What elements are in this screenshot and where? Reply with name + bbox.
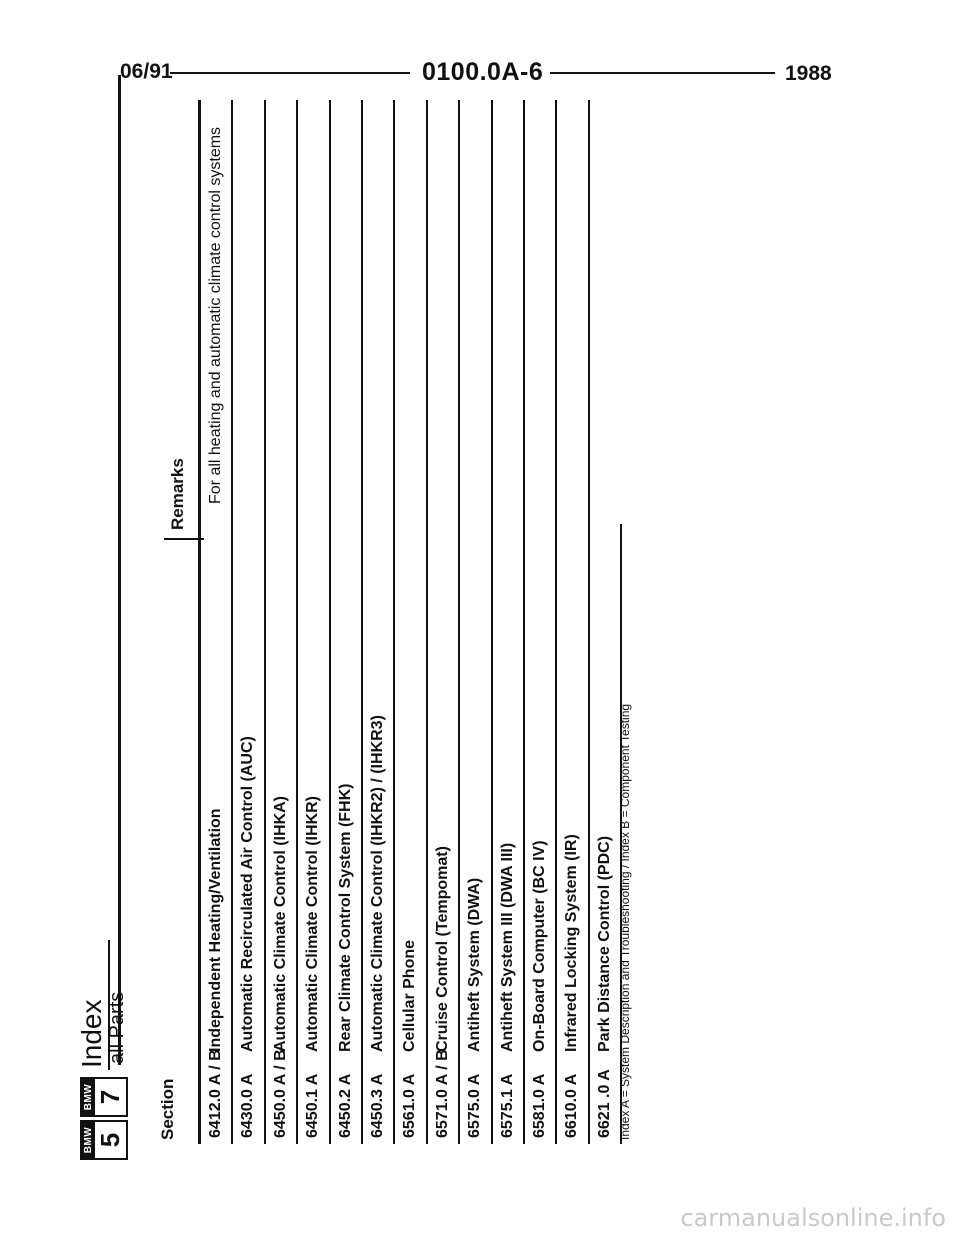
badge-brand: BMW (82, 1122, 95, 1158)
header-document-code: 0100.0A-6 (422, 58, 544, 86)
table-row (525, 100, 557, 1144)
row-system-name: Automatic Recirculated Air Control (AUC) (239, 736, 257, 1052)
table-row (331, 100, 363, 1144)
bmw-7-badge (80, 1077, 128, 1117)
badge-series: 7 (95, 1089, 125, 1105)
table-row (201, 100, 233, 1144)
row-system-name: Antiheft System (DWA) (466, 877, 484, 1052)
table-row (363, 100, 395, 1144)
row-section-number: 6621 .0 A (595, 1069, 613, 1138)
table-row (493, 100, 525, 1144)
footnote: Index A = System Description and Troubleshooting / Index B = Component Testing (618, 703, 632, 1140)
row-system-name: Rear Climate Control System (FHK) (336, 783, 354, 1052)
watermark: carmanualsonline.info (680, 1204, 946, 1232)
row-section-number: 6430.0 A (239, 1073, 257, 1138)
table-row (233, 100, 265, 1144)
bmw-5-badge (80, 1120, 128, 1160)
row-section-number: 6412.0 A / B (207, 1049, 224, 1138)
row-system-name: On-Board Computer (BC IV) (530, 840, 548, 1052)
table-row (460, 100, 492, 1144)
row-section-number: 6571.0 A / B (433, 1049, 451, 1138)
index-table (198, 100, 622, 1144)
bmw-series-logo (80, 1077, 128, 1160)
table-row (428, 100, 460, 1144)
row-system-name: Automatic Climate Control (IHKR) (304, 796, 322, 1052)
row-system-name: Antiheft System III (DWA III) (498, 842, 516, 1052)
page-subtitle: all Parts (106, 991, 128, 1064)
rotated-index-page (76, 100, 640, 1160)
header-date: 06/91 (120, 60, 173, 83)
header-rule-right (550, 72, 775, 74)
row-system-name: Automatic Climate Control (IHKA) (271, 796, 289, 1052)
row-section-number: 6581.0 A (530, 1073, 548, 1138)
column-header-remarks: Remarks (168, 458, 187, 530)
header-year: 1988 (785, 62, 832, 85)
row-section-number: 6450.1 A (304, 1073, 322, 1138)
badge-series: 5 (95, 1132, 125, 1148)
row-system-name: Independent Heating/Ventilation (207, 808, 224, 1052)
row-system-name: Cellular Phone (401, 939, 419, 1052)
page-title: Index (76, 999, 107, 1068)
row-section-number: 6450.0 A / B (271, 1049, 289, 1138)
row-system-name: Cruise Control (Tempomat) (433, 846, 451, 1052)
header-rule-left (170, 72, 410, 74)
row-remark: For all heating and automatic climate control systems (207, 126, 224, 504)
page-header (120, 58, 840, 88)
row-system-name: Infrared Locking System (IR) (563, 834, 581, 1052)
row-section-number: 6450.2 A (336, 1073, 354, 1138)
badge-brand: BMW (82, 1079, 95, 1115)
column-header-section: Section (158, 1078, 177, 1140)
table-row (266, 100, 298, 1144)
row-system-name: Automatic Climate Control (IHKR2) / (IHKR3) (368, 715, 386, 1052)
row-section-number: 6450.3 A (368, 1073, 386, 1138)
row-section-number: 6575.0 A (466, 1073, 484, 1138)
table-row (298, 100, 330, 1144)
row-section-number: 6610.0 A (563, 1073, 581, 1138)
row-section-number: 6575.1 A (498, 1073, 516, 1138)
row-section-number: 6561.0 A (401, 1073, 419, 1138)
table-row (395, 100, 427, 1144)
table-row (557, 100, 589, 1144)
row-system-name: Park Distance Control (PDC) (595, 835, 613, 1052)
